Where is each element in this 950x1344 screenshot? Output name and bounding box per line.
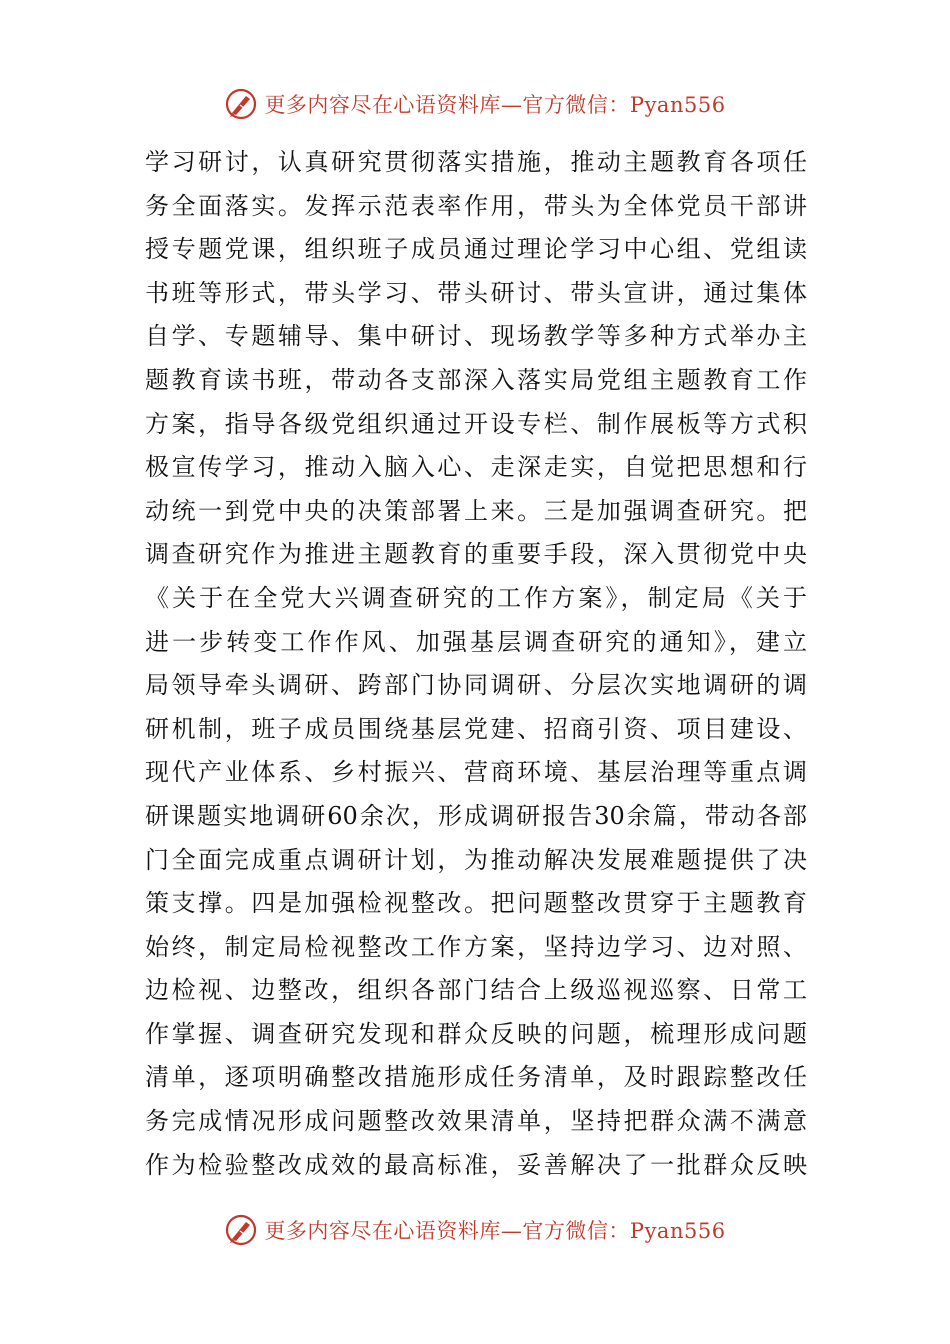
body-text-line: 边检视、边整改，组织各部门结合上级巡视巡察、日常工	[145, 976, 807, 1005]
body-text-line: 动统一到党中央的决策部署上来。三是加强调查研究。把	[145, 496, 807, 525]
header-watermark-banner	[0, 84, 950, 124]
watermark-text: 更多内容尽在心语资料库—官方微信：Pyan556	[264, 93, 726, 117]
body-text-line: 作为检验整改成效的最高标准，妥善解决了一批群众反映	[145, 1150, 807, 1179]
body-text-line: 授专题党课，组织班子成员通过理论学习中心组、党组读	[145, 235, 807, 264]
body-text-line: 研机制，班子成员围绕基层党建、招商引资、项目建设、	[145, 714, 807, 743]
body-text-line: 方案，指导各级党组织通过开设专栏、制作展板等方式积	[145, 409, 807, 438]
body-text-line: 学习研讨，认真研究贯彻落实措施，推动主题教育各项任	[145, 148, 807, 176]
body-text-line: 门全面完成重点调研计划，为推动解决发展难题提供了决	[145, 845, 807, 874]
document-body	[145, 141, 807, 1187]
body-text-line: 研课题实地调研60余次，形成调研报告30余篇，带动各部	[145, 801, 807, 830]
body-text-line: 调查研究作为推进主题教育的重要手段，深入贯彻党中央	[145, 540, 807, 569]
pen-nib-logo-icon	[224, 87, 258, 121]
body-text-line: 书班等形式，带头学习、带头研讨、带头宣讲，通过集体	[145, 278, 807, 307]
body-text-line: 策支撑。四是加强检视整改。把问题整改贯穿于主题教育	[145, 889, 807, 918]
body-text-line: 务完成情况形成问题整改效果清单，坚持把群众满不满意	[145, 1107, 807, 1136]
watermark-text: 更多内容尽在心语资料库—官方微信：Pyan556	[264, 1219, 726, 1243]
body-text-line: 始终，制定局检视整改工作方案，坚持边学习、边对照、	[145, 932, 807, 961]
body-text-line: 自学、专题辅导、集中研讨、现场教学等多种方式举办主	[145, 322, 807, 351]
body-text-line: 极宣传学习，推动入脑入心、走深走实，自觉把思想和行	[145, 453, 807, 482]
body-text-line: 题教育读书班，带动各支部深入落实局党组主题教育工作	[145, 365, 807, 394]
pen-nib-logo-icon	[224, 1213, 258, 1247]
body-text-line: 《关于在全党大兴调查研究的工作方案》，制定局《关于	[145, 583, 807, 612]
footer-watermark-banner	[0, 1210, 950, 1250]
body-text-line: 现代产业体系、乡村振兴、营商环境、基层治理等重点调	[145, 758, 807, 787]
body-text-line: 作掌握、调查研究发现和群众反映的问题，梳理形成问题	[145, 1019, 807, 1048]
body-text-line: 局领导牵头调研、跨部门协同调研、分层次实地调研的调	[145, 671, 807, 700]
body-text-line: 清单，逐项明确整改措施形成任务清单，及时跟踪整改任	[145, 1063, 807, 1092]
body-text-line: 进一步转变工作作风、加强基层调查研究的通知》，建立	[145, 627, 807, 656]
body-text-line: 务全面落实。发挥示范表率作用，带头为全体党员干部讲	[145, 191, 807, 220]
